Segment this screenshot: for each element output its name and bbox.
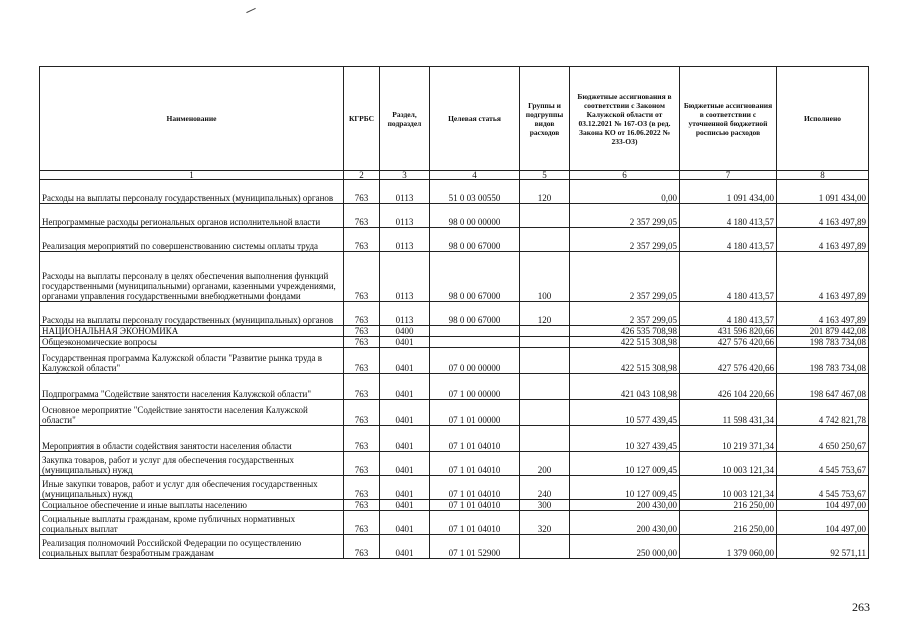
row-group: 120 [520,302,570,326]
row-executed: 4 545 753,67 [777,476,869,500]
row-group [520,348,570,374]
row-assign-law: 421 043 108,98 [570,374,680,400]
row-group [520,426,570,452]
header-executed: Исполнено [777,67,869,171]
row-group: 240 [520,476,570,500]
row-article: 07 1 00 00000 [430,374,520,400]
row-executed: 4 163 497,89 [777,228,869,252]
table-row [40,337,869,348]
row-assign-roster: 427 576 420,66 [680,337,777,348]
table-row [40,252,869,302]
row-executed: 4 545 753,67 [777,452,869,476]
row-executed: 201 879 442,08 [777,326,869,337]
budget-table [39,66,869,559]
row-name: Общеэкономические вопросы [40,337,344,348]
row-kgrbs: 763 [344,337,380,348]
row-article: 07 1 01 04010 [430,452,520,476]
row-assign-roster: 4 180 413,57 [680,228,777,252]
row-executed: 4 163 497,89 [777,204,869,228]
column-number: 2 [344,171,380,180]
row-article: 07 1 01 04010 [430,426,520,452]
column-number: 8 [777,171,869,180]
row-kgrbs: 763 [344,400,380,426]
header-article: Целевая статья [430,67,520,171]
row-article [430,326,520,337]
table-row [40,204,869,228]
row-assign-law: 250 000,00 [570,535,680,559]
pen-mark [246,8,255,13]
row-section: 0401 [380,400,430,426]
row-assign-law: 2 357 299,05 [570,204,680,228]
row-assign-roster: 216 250,00 [680,511,777,535]
row-section: 0113 [380,204,430,228]
row-assign-roster: 426 104 220,66 [680,374,777,400]
row-assign-law: 422 515 308,98 [570,348,680,374]
row-name: Основное мероприятие "Содействие занятости населения Калужской области" [40,400,344,426]
row-section: 0401 [380,535,430,559]
row-section: 0401 [380,452,430,476]
row-assign-law: 200 430,00 [570,511,680,535]
column-number: 6 [570,171,680,180]
table-row [40,228,869,252]
row-article: 98 0 00 67000 [430,302,520,326]
row-article: 07 1 01 04010 [430,476,520,500]
header-assign-roster: Бюджетные ассигнования в соответствии с уточненной бюджетной росписью расходов [680,67,777,171]
row-executed: 198 783 734,08 [777,348,869,374]
row-kgrbs: 763 [344,452,380,476]
row-kgrbs: 763 [344,252,380,302]
row-section: 0401 [380,511,430,535]
table-row [40,511,869,535]
row-article: 07 1 01 00000 [430,400,520,426]
row-name: Социальное обеспечение и иные выплаты населению [40,500,344,511]
table-row [40,400,869,426]
row-executed: 4 650 250,67 [777,426,869,452]
row-kgrbs: 763 [344,426,380,452]
row-assign-law: 10 577 439,45 [570,400,680,426]
row-assign-law: 426 535 708,98 [570,326,680,337]
row-assign-law: 200 430,00 [570,500,680,511]
row-executed: 4 742 821,78 [777,400,869,426]
column-number: 4 [430,171,520,180]
row-name: Подпрограмма "Содействие занятости населения Калужской области" [40,374,344,400]
row-kgrbs: 763 [344,535,380,559]
row-executed: 1 091 434,00 [777,180,869,204]
row-executed: 198 647 467,08 [777,374,869,400]
row-assign-law: 0,00 [570,180,680,204]
row-section: 0113 [380,302,430,326]
row-group [520,326,570,337]
row-section: 0401 [380,476,430,500]
header-assign-law: Бюджетные ассигнования в соответствии с Законом Калужской области от 03.12.2021 № 167-ОЗ (в ред. Закона КО от 16.06.2022 № 233-ОЗ) [570,67,680,171]
row-assign-roster: 4 180 413,57 [680,204,777,228]
row-assign-roster: 216 250,00 [680,500,777,511]
row-section: 0113 [380,228,430,252]
row-executed: 104 497,00 [777,500,869,511]
header-row [40,67,869,171]
row-group: 300 [520,500,570,511]
table-row [40,426,869,452]
column-number-row [40,171,869,180]
row-group [520,337,570,348]
row-assign-law: 2 357 299,05 [570,252,680,302]
table-row [40,302,869,326]
row-kgrbs: 763 [344,228,380,252]
row-article: 07 1 01 04010 [430,511,520,535]
row-executed: 92 571,11 [777,535,869,559]
row-name: Социальные выплаты гражданам, кроме публичных нормативных социальных выплат [40,511,344,535]
row-group: 120 [520,180,570,204]
table-row [40,180,869,204]
row-name: НАЦИОНАЛЬНАЯ ЭКОНОМИКА [40,326,344,337]
row-group [520,400,570,426]
row-executed: 104 497,00 [777,511,869,535]
row-name: Реализация полномочий Российской Федерации по осуществлению социальных выплат безработным гражданам [40,535,344,559]
column-number: 7 [680,171,777,180]
row-assign-law: 10 327 439,45 [570,426,680,452]
row-assign-roster: 4 180 413,57 [680,252,777,302]
row-article: 51 0 03 00550 [430,180,520,204]
table-row [40,374,869,400]
row-name: Закупка товаров, работ и услуг для обеспечения государственных (муниципальных) нужд [40,452,344,476]
row-name: Расходы на выплаты персоналу государственных (муниципальных) органов [40,180,344,204]
row-article: 98 0 00 67000 [430,228,520,252]
row-assign-roster: 431 596 820,66 [680,326,777,337]
table-row [40,535,869,559]
row-assign-roster: 1 091 434,00 [680,180,777,204]
row-name: Расходы на выплаты персоналу государственных (муниципальных) органов [40,302,344,326]
row-executed: 198 783 734,08 [777,337,869,348]
row-assign-law: 2 357 299,05 [570,228,680,252]
row-assign-roster: 10 003 121,34 [680,476,777,500]
row-kgrbs: 763 [344,180,380,204]
row-section: 0401 [380,348,430,374]
row-group: 100 [520,252,570,302]
row-assign-law: 2 357 299,05 [570,302,680,326]
row-executed: 4 163 497,89 [777,252,869,302]
table-row [40,326,869,337]
row-section: 0113 [380,252,430,302]
row-kgrbs: 763 [344,511,380,535]
table-row [40,500,869,511]
row-name: Реализация мероприятий по совершенствованию системы оплаты труда [40,228,344,252]
row-article: 98 0 00 00000 [430,204,520,228]
row-assign-law: 10 127 009,45 [570,452,680,476]
row-assign-roster: 10 219 371,34 [680,426,777,452]
row-kgrbs: 763 [344,302,380,326]
header-section: Раздел, подраздел [380,67,430,171]
row-group [520,228,570,252]
row-section: 0400 [380,326,430,337]
row-name: Иные закупки товаров, работ и услуг для обеспечения государственных (муниципальных) нужд [40,476,344,500]
row-name: Расходы на выплаты персоналу в целях обеспечения выполнения функций государственными (муниципальными) органами, казенными учреждениями, органами управления государственными внебюджетными фондами [40,252,344,302]
row-group [520,374,570,400]
row-assign-roster: 4 180 413,57 [680,302,777,326]
row-kgrbs: 763 [344,476,380,500]
row-name: Государственная программа Калужской области "Развитие рынка труда в Калужской области" [40,348,344,374]
row-section: 0401 [380,337,430,348]
row-kgrbs: 763 [344,374,380,400]
table-row [40,452,869,476]
table-row [40,476,869,500]
row-group [520,535,570,559]
column-number: 3 [380,171,430,180]
row-name: Непрограммные расходы региональных органов исполнительной власти [40,204,344,228]
row-group: 200 [520,452,570,476]
row-section: 0401 [380,500,430,511]
row-executed: 4 163 497,89 [777,302,869,326]
row-assign-law: 10 127 009,45 [570,476,680,500]
row-kgrbs: 763 [344,348,380,374]
row-article: 98 0 00 67000 [430,252,520,302]
row-assign-law: 422 515 308,98 [570,337,680,348]
table-body [40,180,869,559]
row-assign-roster: 11 598 431,34 [680,400,777,426]
row-name: Мероприятия в области содействия занятости населения области [40,426,344,452]
row-kgrbs: 763 [344,326,380,337]
row-assign-roster: 1 379 060,00 [680,535,777,559]
page-number: 263 [852,600,870,614]
row-assign-roster: 10 003 121,34 [680,452,777,476]
row-section: 0401 [380,374,430,400]
row-article: 07 1 01 04010 [430,500,520,511]
row-group: 320 [520,511,570,535]
header-groups: Группы и подгруппы видов расходов [520,67,570,171]
row-section: 0401 [380,426,430,452]
row-article [430,337,520,348]
column-number: 1 [40,171,344,180]
row-article: 07 0 00 00000 [430,348,520,374]
row-group [520,204,570,228]
header-kgrbs: КГРБС [344,67,380,171]
column-number: 5 [520,171,570,180]
row-kgrbs: 763 [344,500,380,511]
row-article: 07 1 01 52900 [430,535,520,559]
row-assign-roster: 427 576 420,66 [680,348,777,374]
table-row [40,348,869,374]
row-section: 0113 [380,180,430,204]
row-kgrbs: 763 [344,204,380,228]
header-name: Наименование [40,67,344,171]
